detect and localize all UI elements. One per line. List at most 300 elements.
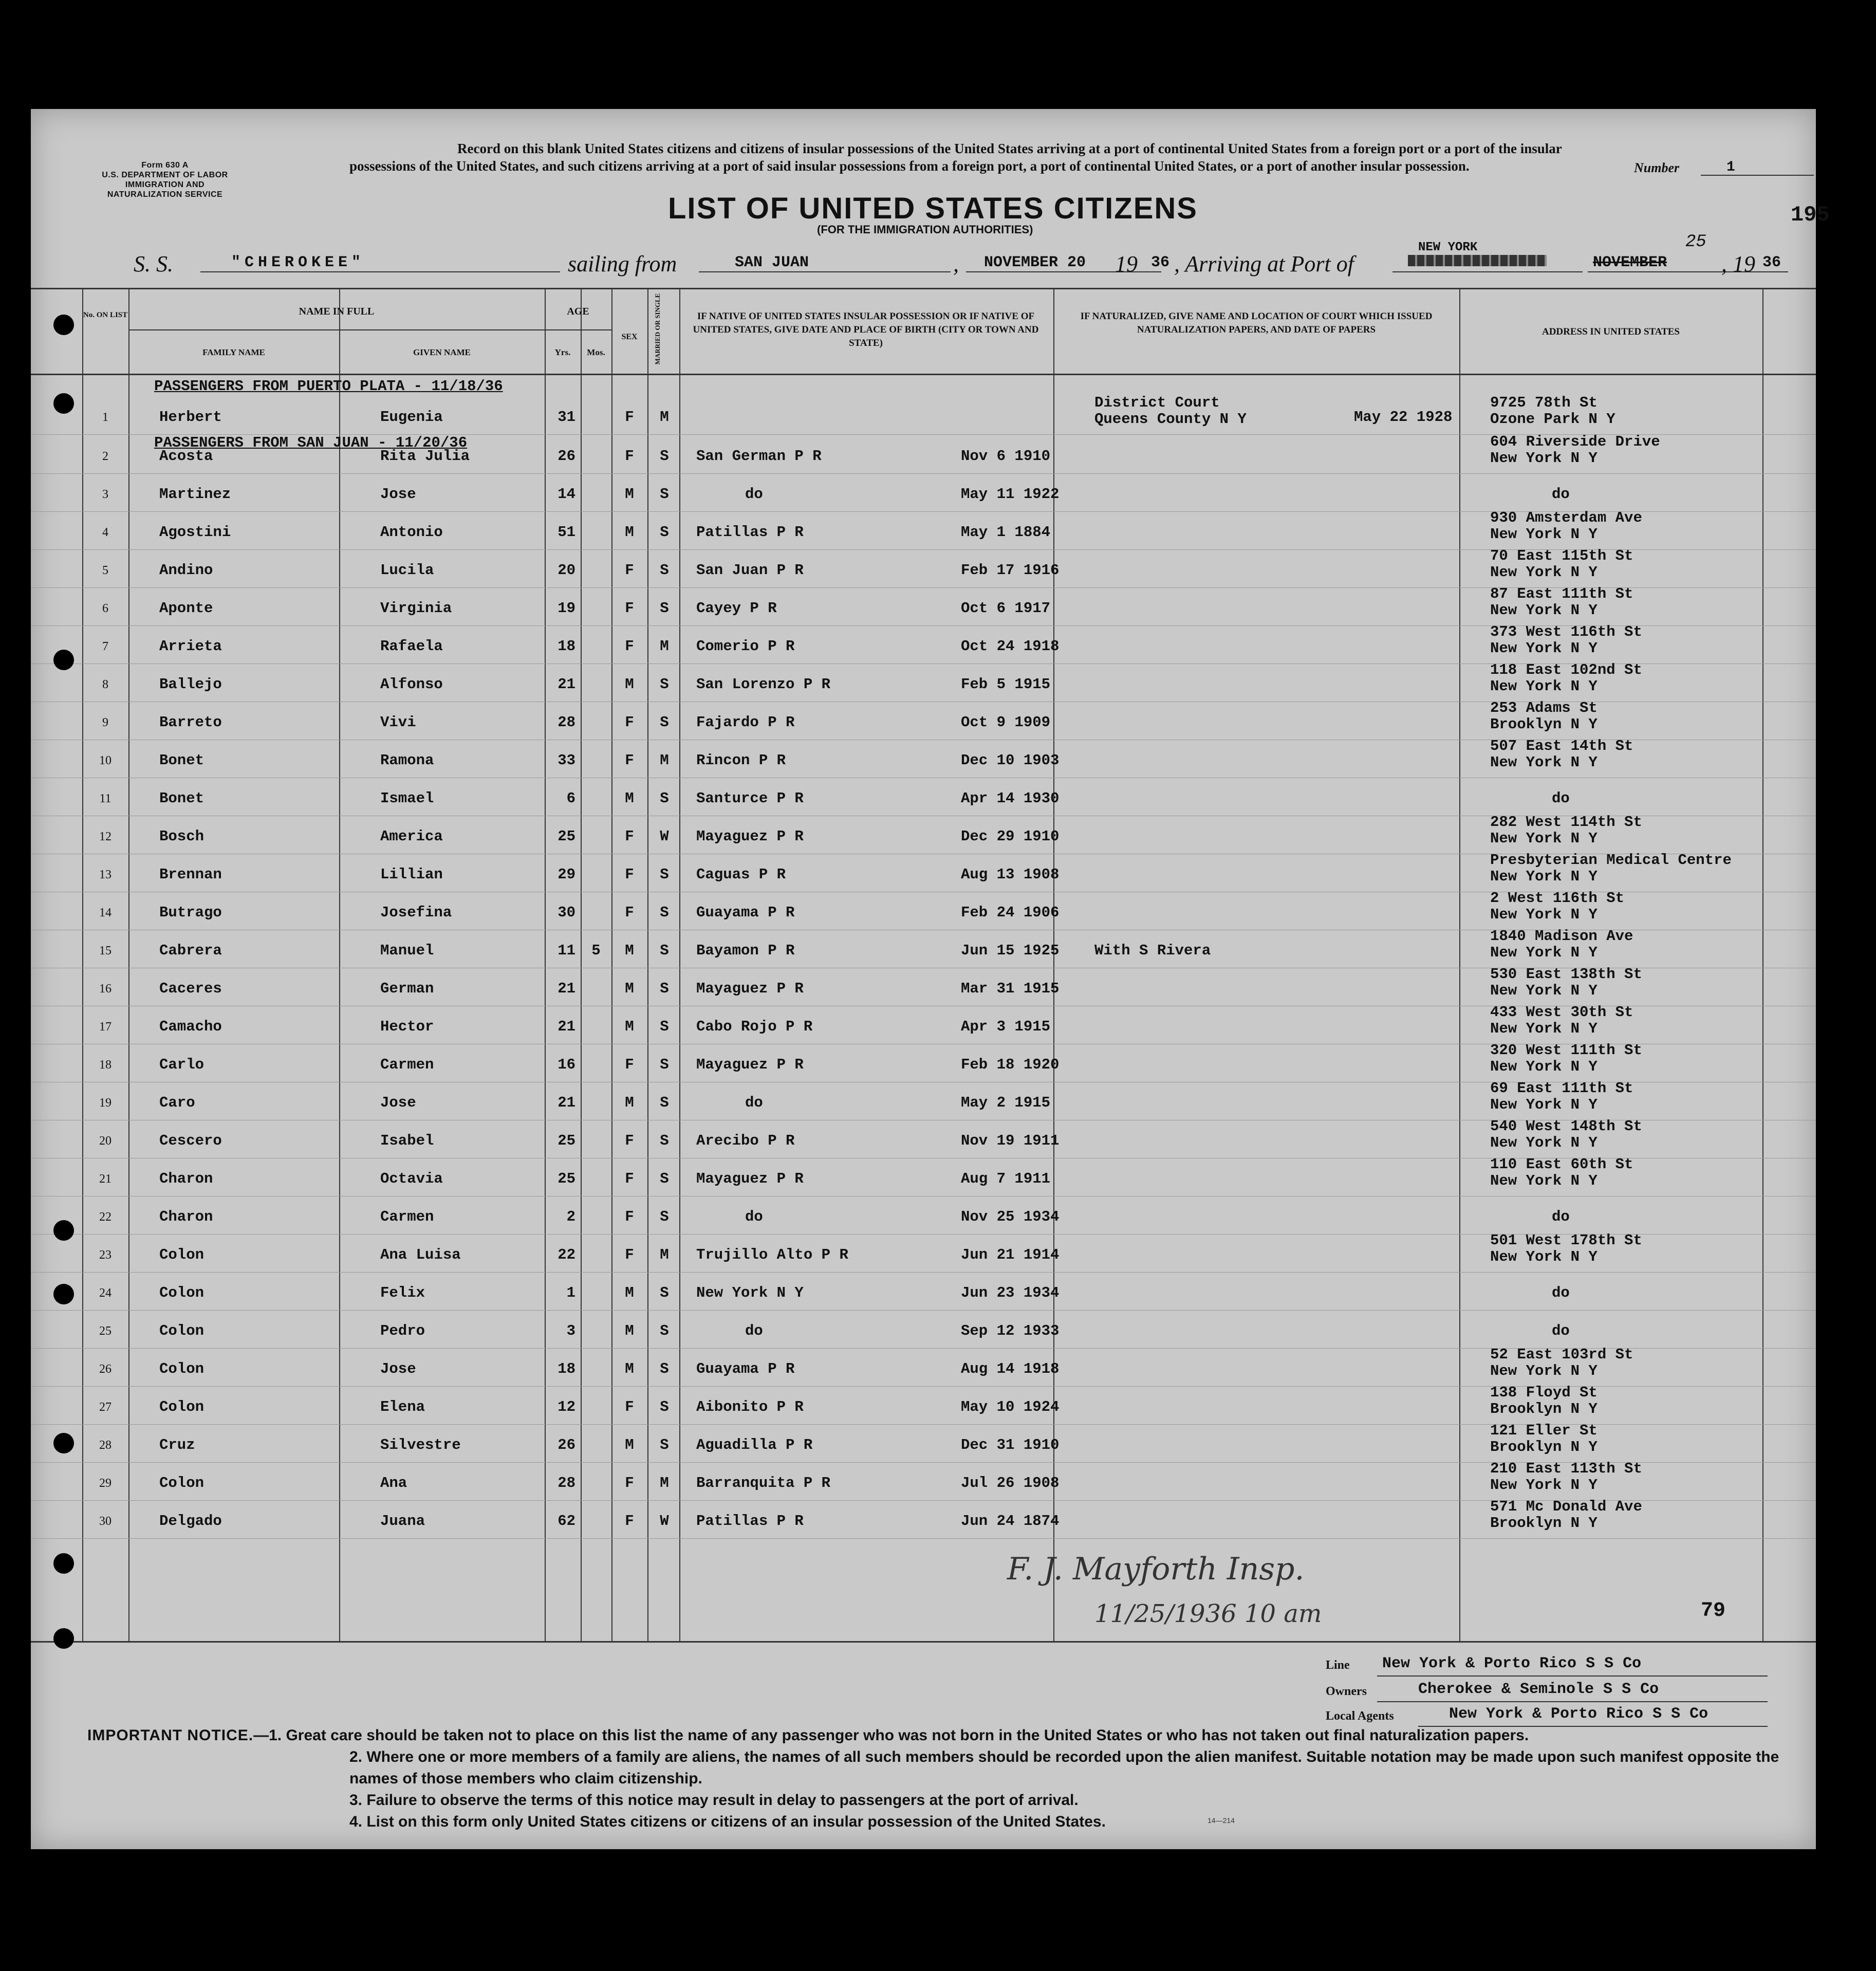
marital-status: S	[660, 1322, 669, 1339]
address-line-2: New York N Y	[1490, 602, 1598, 619]
marital-status: S	[660, 448, 669, 465]
address-line-2: New York N Y	[1490, 564, 1598, 581]
family-name: Agostini	[159, 524, 231, 541]
address-line-1: 530 East 138th St	[1490, 966, 1642, 983]
row-number: 8	[102, 678, 108, 691]
age-years: 26	[558, 1436, 575, 1453]
naturalization-date: May 22 1928	[1354, 409, 1453, 426]
family-name: Barreto	[159, 714, 222, 731]
given-name: Josefina	[380, 904, 452, 921]
family-name: Colon	[159, 1360, 205, 1377]
address-line-1: do	[1552, 1284, 1570, 1301]
row-number: 6	[102, 602, 108, 615]
age-years: 25	[558, 1170, 575, 1187]
notice-label: IMPORTANT NOTICE.	[87, 1727, 254, 1744]
row-number: 16	[99, 982, 112, 996]
row-number: 27	[99, 1401, 112, 1414]
sail-date: NOVEMBER 20	[984, 254, 1086, 271]
birth-date: Aug 14 1918	[961, 1360, 1060, 1377]
address-line-2: Ozone Park N Y	[1490, 411, 1615, 428]
address-line-2: New York N Y	[1490, 526, 1598, 543]
header-address: ADDRESS IN UNITED STATES	[1541, 326, 1680, 337]
age-years: 18	[558, 638, 575, 655]
address-line-2: New York N Y	[1490, 678, 1598, 695]
birth-place: Rincon P R	[696, 752, 786, 769]
address-line-2: Brooklyn N Y	[1490, 1401, 1598, 1417]
birth-date: Apr 14 1930	[961, 790, 1060, 807]
sex: M	[625, 1322, 634, 1339]
address-line-1: 210 East 113th St	[1490, 1460, 1642, 1477]
row-number: 4	[102, 526, 108, 539]
given-name: Rita Julia	[380, 448, 470, 465]
given-name: Octavia	[380, 1170, 443, 1187]
row-rule	[31, 1310, 1816, 1311]
age-years: 28	[558, 714, 575, 731]
row-rule	[31, 1272, 1816, 1273]
age-years: 11	[558, 942, 575, 959]
row-number: 9	[102, 716, 108, 729]
birth-place: Aguadilla P R	[696, 1436, 813, 1453]
row-number: 19	[99, 1096, 112, 1110]
family-name: Butrago	[159, 904, 222, 921]
row-number: 21	[99, 1172, 112, 1186]
sex: F	[625, 1170, 634, 1187]
age-years: 20	[558, 562, 575, 579]
marital-status: S	[660, 1360, 669, 1377]
row-number: 5	[102, 564, 108, 577]
header-naturalized: IF NATURALIZED, GIVE NAME AND LOCATION OF COURT WHICH ISSUED NATURALIZATION PAPERS, AND DATE OF PAPERS	[1080, 311, 1433, 335]
birth-date: Nov 25 1934	[961, 1208, 1060, 1225]
address-line-1: do	[1552, 486, 1570, 503]
address-line-1: 930 Amsterdam Ave	[1490, 509, 1642, 526]
birth-date: May 11 1922	[961, 486, 1060, 503]
sex: M	[625, 790, 634, 807]
birth-place: Aibonito P R	[696, 1398, 804, 1415]
page-title: LIST OF UNITED STATES CITIZENS	[668, 192, 1198, 225]
sex: M	[625, 1360, 634, 1377]
marital-status: S	[660, 904, 669, 921]
sailing-label: sailing from	[568, 251, 677, 277]
passenger-table	[31, 288, 1816, 1643]
header-mos: Mos.	[587, 347, 605, 357]
given-name: Manuel	[380, 942, 434, 959]
age-years: 21	[558, 1094, 575, 1111]
arrival-date: NOVEMBER	[1593, 254, 1667, 271]
row-number: 17	[99, 1020, 112, 1034]
row-number: 30	[99, 1515, 112, 1528]
arrival-port: NEW YORK	[1418, 241, 1478, 254]
age-years: 62	[558, 1513, 575, 1530]
birth-date: Jun 23 1934	[961, 1284, 1060, 1301]
sex: M	[625, 1284, 634, 1301]
arriving-label: , Arriving at Port of	[1174, 251, 1354, 277]
birth-place: Cayey P R	[696, 600, 777, 617]
sex: M	[625, 1436, 634, 1453]
address-line-1: 571 Mc Donald Ave	[1490, 1498, 1642, 1515]
age-years: 3	[566, 1322, 575, 1339]
birth-date: May 10 1924	[961, 1398, 1060, 1415]
birth-date: Feb 18 1920	[961, 1056, 1060, 1073]
birth-date: Dec 29 1910	[961, 828, 1060, 845]
birth-place: New York N Y	[696, 1284, 804, 1301]
sex: F	[625, 752, 634, 769]
row-number: 24	[99, 1286, 112, 1300]
year-prefix: 19	[1115, 251, 1138, 277]
given-name: Antonio	[380, 524, 443, 541]
row-rule	[31, 1538, 1816, 1539]
struck-out-port	[1408, 255, 1547, 266]
birth-place: Comerio P R	[696, 638, 795, 655]
marital-status: M	[660, 409, 669, 426]
sail-year: 36	[1151, 254, 1170, 271]
age-years: 51	[558, 524, 575, 541]
given-name: Ana	[380, 1475, 407, 1491]
given-name: Vivi	[380, 714, 416, 731]
given-name: German	[380, 980, 434, 997]
birth-place: do	[745, 1208, 763, 1225]
marital-status: M	[660, 1475, 669, 1491]
birth-place: Mayaguez P R	[696, 1170, 804, 1187]
given-name: Felix	[380, 1284, 425, 1301]
important-notice	[87, 1725, 1804, 1833]
marital-status: S	[660, 1208, 669, 1225]
family-name: Bosch	[159, 828, 205, 845]
naturalization-location: Queens County N Y	[1094, 411, 1247, 428]
given-name: Ana Luisa	[380, 1246, 461, 1263]
family-name: Colon	[159, 1398, 205, 1415]
address-line-2: New York N Y	[1490, 450, 1598, 467]
signature-date: 11/25/1936 10 am	[1094, 1599, 1322, 1628]
address-line-1: 540 West 148th St	[1490, 1118, 1642, 1135]
given-name: Hector	[380, 1018, 434, 1035]
sex: F	[625, 904, 634, 921]
given-name: Juana	[380, 1513, 425, 1530]
address-line-1: do	[1552, 1208, 1570, 1225]
family-name: Cescero	[159, 1132, 222, 1149]
birth-date: Jul 26 1908	[961, 1475, 1060, 1491]
row-number: 14	[99, 906, 112, 919]
number-value: 1	[1726, 159, 1735, 175]
sex: M	[625, 486, 634, 503]
sex: F	[625, 448, 634, 465]
punch-hole	[53, 650, 74, 670]
row-number: 23	[99, 1248, 112, 1262]
age-years: 33	[558, 752, 575, 769]
birth-date: Jun 21 1914	[961, 1246, 1060, 1263]
sex: F	[625, 714, 634, 731]
birth-date: Apr 3 1915	[961, 1018, 1051, 1035]
birth-place: Fajardo P R	[696, 714, 795, 731]
age-years: 21	[558, 1018, 575, 1035]
marital-status: S	[660, 1284, 669, 1301]
marital-status: S	[660, 866, 669, 883]
sex: F	[625, 1132, 634, 1149]
given-name: Jose	[380, 486, 416, 503]
address-line-2: New York N Y	[1490, 868, 1598, 885]
family-name: Andino	[159, 562, 213, 579]
notice-1: —1. Great care should be taken not to place on this list the name of any passenger who was not born in the United States or who has not taken out final naturalization papers.	[253, 1727, 1529, 1744]
address-line-1: 69 East 111th St	[1490, 1080, 1633, 1097]
address-line-1: 507 East 14th St	[1490, 738, 1633, 754]
row-number: 15	[99, 944, 112, 957]
birth-place: Trujillo Alto P R	[696, 1246, 848, 1263]
address-line-2: New York N Y	[1490, 1362, 1598, 1379]
arrival-day: 25	[1685, 232, 1706, 252]
naturalization-court: District Court	[1094, 394, 1220, 411]
birth-place: Santurce P R	[696, 790, 804, 807]
birth-date: Oct 9 1909	[961, 714, 1051, 731]
age-years: 12	[558, 1398, 575, 1415]
marital-status: M	[660, 638, 669, 655]
birth-date: Dec 10 1903	[961, 752, 1060, 769]
birth-place: Guayama P R	[696, 1360, 795, 1377]
page-stamp: 79	[1701, 1599, 1726, 1623]
age-years: 26	[558, 448, 575, 465]
family-name: Bonet	[159, 752, 205, 769]
birth-date: Oct 6 1917	[961, 600, 1051, 617]
row-number: 10	[99, 754, 112, 767]
birth-date: Dec 31 1910	[961, 1436, 1060, 1453]
family-name: Aponte	[159, 600, 213, 617]
given-name: America	[380, 828, 443, 845]
given-name: Silvestre	[380, 1436, 461, 1453]
address-line-2: New York N Y	[1490, 754, 1598, 771]
birth-place: Mayaguez P R	[696, 1056, 804, 1073]
given-name: Rafaela	[380, 638, 443, 655]
row-number: 2	[102, 450, 108, 463]
marital-status: S	[660, 1018, 669, 1035]
address-line-2: New York N Y	[1490, 906, 1598, 923]
family-name: Colon	[159, 1284, 205, 1301]
punch-hole	[53, 1553, 74, 1574]
row-rule	[31, 473, 1816, 474]
address-line-2: New York N Y	[1490, 1248, 1598, 1265]
given-name: Ismael	[380, 790, 434, 807]
family-name: Charon	[159, 1170, 213, 1187]
birth-place: San German P R	[696, 448, 822, 465]
age-months: 5	[591, 942, 601, 959]
punch-hole	[53, 1628, 74, 1649]
birth-place: do	[745, 1322, 763, 1339]
birth-place: Mayaguez P R	[696, 980, 804, 997]
given-name: Carmen	[380, 1208, 434, 1225]
address-line-2: New York N Y	[1490, 944, 1598, 961]
sex: M	[625, 524, 634, 541]
birth-date: Nov 6 1910	[961, 448, 1051, 465]
birth-date: Jun 15 1925	[961, 942, 1060, 959]
sex: F	[625, 1246, 634, 1263]
age-years: 21	[558, 676, 575, 693]
address-line-2: New York N Y	[1490, 1096, 1598, 1113]
address-line-1: Presbyterian Medical Centre	[1490, 852, 1732, 869]
birth-place: Barranquita P R	[696, 1475, 831, 1491]
owners-label: Owners	[1326, 1685, 1367, 1698]
birth-place: do	[745, 486, 763, 503]
row-number: 29	[99, 1477, 112, 1490]
marital-status: S	[660, 600, 669, 617]
given-name: Isabel	[380, 1132, 434, 1149]
age-years: 29	[558, 866, 575, 883]
marital-status: W	[660, 828, 669, 845]
ss-label: S. S.	[134, 251, 173, 277]
age-years: 22	[558, 1246, 575, 1263]
sex: F	[625, 409, 634, 426]
family-name: Colon	[159, 1475, 205, 1491]
family-name: Carlo	[159, 1056, 205, 1073]
row-number: 13	[99, 868, 112, 881]
given-name: Alfonso	[380, 676, 443, 693]
row-number: 3	[102, 488, 108, 501]
birth-place: San Lorenzo P R	[696, 676, 831, 693]
punch-hole	[53, 1433, 74, 1453]
address-line-1: 282 West 114th St	[1490, 814, 1642, 831]
row-number: 28	[99, 1439, 112, 1452]
page-number: 195	[1791, 202, 1830, 227]
address-line-1: 138 Floyd St	[1490, 1384, 1598, 1401]
family-name: Brennan	[159, 866, 222, 883]
marital-status: S	[660, 1094, 669, 1111]
address-line-1: 253 Adams St	[1490, 699, 1598, 716]
address-line-1: 433 West 30th St	[1490, 1004, 1633, 1021]
marital-status: S	[660, 980, 669, 997]
line-label: Line	[1326, 1659, 1350, 1672]
birth-place: Patillas P R	[696, 1513, 804, 1530]
row-number: 18	[99, 1058, 112, 1072]
row-number: 12	[99, 830, 112, 843]
record-notice: Record on this blank United States citizens and citizens of insular possessions of the United States arriving at a port of continental United States from a foreign port or a port of the insular possessions of the United States, and such citizens arriving at a port of said insular possessions from a foreign port, a port of continental United States, or a port of another insular possession.	[349, 141, 1562, 174]
number-underline	[1701, 175, 1814, 176]
age-years: 6	[566, 790, 575, 807]
address-line-1: do	[1552, 790, 1570, 807]
family-name: Camacho	[159, 1018, 222, 1035]
family-name: Cabrera	[159, 942, 222, 959]
birth-date: Oct 24 1918	[961, 638, 1060, 655]
given-name: Carmen	[380, 1056, 434, 1073]
punch-hole	[53, 393, 74, 414]
header-family: FAMILY NAME	[202, 347, 265, 357]
birth-place: do	[745, 1094, 763, 1111]
address-line-2: New York N Y	[1490, 1477, 1598, 1494]
family-name: Colon	[159, 1246, 205, 1263]
address-line-1: 320 West 111th St	[1490, 1042, 1642, 1059]
birth-place: Cabo Rojo P R	[696, 1018, 813, 1035]
header-name: NAME IN FULL	[299, 306, 375, 317]
address-line-1: 87 East 111th St	[1490, 585, 1633, 602]
marital-status: S	[660, 942, 669, 959]
sex: M	[625, 676, 634, 693]
address-line-2: New York N Y	[1490, 1134, 1598, 1151]
sex: F	[625, 562, 634, 579]
birth-date: Mar 31 1915	[961, 980, 1060, 997]
birth-date: May 1 1884	[961, 524, 1051, 541]
marital-status: S	[660, 1436, 669, 1453]
sex: F	[625, 1208, 634, 1225]
age-years: 16	[558, 1056, 575, 1073]
given-name: Lillian	[380, 866, 443, 883]
marital-status: S	[660, 562, 669, 579]
birth-date: May 2 1915	[961, 1094, 1051, 1111]
birth-date: Feb 24 1906	[961, 904, 1060, 921]
marital-status: S	[660, 790, 669, 807]
section-puerto-plata: PASSENGERS FROM PUERTO PLATA - 11/18/36	[154, 378, 503, 395]
family-name: Bonet	[159, 790, 205, 807]
address-line-2: New York N Y	[1490, 1058, 1598, 1075]
birth-date: Feb 17 1916	[961, 562, 1060, 579]
family-name: Arrieta	[159, 638, 222, 655]
marital-status: S	[660, 676, 669, 693]
age-years: 25	[558, 828, 575, 845]
address-line-2: New York N Y	[1490, 830, 1598, 847]
age-years: 18	[558, 1360, 575, 1377]
birth-date: Aug 7 1911	[961, 1170, 1051, 1187]
address-line-1: 9725 78th St	[1490, 394, 1598, 411]
family-name: Acosta	[159, 448, 213, 465]
row-number: 1	[102, 411, 108, 424]
given-name: Jose	[380, 1360, 416, 1377]
form-code: 14—214	[1208, 1816, 1235, 1825]
age-years: 28	[558, 1475, 575, 1491]
address-line-2: Brooklyn N Y	[1490, 1515, 1598, 1532]
from-port: SAN JUAN	[735, 254, 809, 271]
address-line-2: New York N Y	[1490, 640, 1598, 657]
notice-3: 3. Failure to observe the terms of this notice may result in delay to passengers at the port of arrival.	[349, 1792, 1079, 1809]
agents-label: Local Agents	[1326, 1709, 1394, 1723]
address-line-1: 118 East 102nd St	[1490, 661, 1642, 678]
sex: F	[625, 600, 634, 617]
number-label: Number	[1634, 160, 1680, 175]
birth-place: Guayama P R	[696, 904, 795, 921]
address-line-2: Brooklyn N Y	[1490, 1439, 1598, 1456]
birth-date: Jun 24 1874	[961, 1513, 1060, 1530]
sex: M	[625, 942, 634, 959]
birth-date: Nov 19 1911	[961, 1132, 1060, 1149]
naturalization-court: With S Rivera	[1094, 942, 1211, 959]
sex: F	[625, 866, 634, 883]
row-number: 25	[99, 1324, 112, 1338]
marital-status: S	[660, 1056, 669, 1073]
marital-status: S	[660, 1132, 669, 1149]
manifest-page: Form 630 A U.S. DEPARTMENT OF LABOR IMMIGRATION AND NATURALIZATION SERVICE Record on this blank United States citizens and citizens of insular possessions of the United States arriving at a port of continental United States from a foreign port or a port of the insular possessions of the United States, and such citizens arriving at a port of said insular possessions from a foreign port, a port of continental United States, or a port of another insular possession. Number 1 195 LIST OF UNITED STATES CITIZENS (FOR THE IMMIGRATION AUTHORITIES) S. S. "CHEROKEE" sailing from SAN JUAN , NOVEMBER 20 19 36 , Arriving at Port of NEW YORK NOVEMBER 25 , 19 36 No. ON LIST NAME IN FULL FAMILY NAME GIVEN NAME AGE Yrs. Mos. SEX MARRIED OR SINGLE IF NATIVE OF UNITED STATES INSULAR POSSESSION OR IF NATIVE OF UNITED STATES, GIVE DATE AND PLACE OF BIRTH (CITY OR TOWN AND STATE) IF NATURALIZED, GIVE NAME AND LOCATION OF COURT WHICH ISSUED NATURALIZATION PAPERS, AND DATE OF PAPERS ADDRESS IN UNITED STATES PASSENGERS FROM PUERTO PLATA - 11/18/36 PASSENGERS FROM SAN JUAN - 11/20/36 1 Herbert Eugenia 31 F M District Court Queens County N Y May 22 1928 9725 78th St Ozone Park N Y 2 Acosta Rita Julia 26 F S San German P R Nov 6 1910 604 Riverside Drive New York N Y 3 Martinez Jose 14 M S do May 11 1922 do 4 Agostini Antonio 51 M S Patillas P R May 1 1884 930 Amsterdam Ave New York N Y 5 Andino Lucila 20 F S San Juan P R Feb 17 1916 70 East 115th St New York N Y 6 Aponte Virginia 19 F S Cayey P R Oct 6 1917 87 East 111th St New York N Y 7 Arrieta Rafaela 18 F M Comerio P R Oct 24 1918 373 West 116th St New York N Y 8 Ballejo Alfonso 21 M S San Lorenzo P R Feb 5 1915 118 East 102nd St New York N Y 9 Barreto Vivi 28 F S Fajardo P R Oct 9 1909 253 Adams St Brooklyn N Y 10 Bonet Ramona 33 F M Rincon P R Dec 10 1903 507 East 14th St New York N Y 11 Bonet Ismael 6 M S Santurce P R Apr 14 1930 do 12 Bosch America 25 F W Mayaguez P R Dec 29 1910 282 West 114th St New York N Y 13 Brennan Lillian 29 F S Caguas P R Aug 13 1908 Presbyterian Medical Centre New York N Y 14 Butrago Josefina 30 F S Guayama P R Feb 24 1906 2 West 116th St New York N Y 15 Cabrera Manuel 11 5 M S Bayamon P R Jun 15 1925 With S Rivera 1840 Madison Ave New York N Y 16 Caceres German 21 M S Mayaguez P R Mar 31 1915 530 East 138th St New York N Y 17 Camacho Hector 21 M S Cabo Rojo P R Apr 3 1915 433 West 30th St New York N Y 18 Carlo Carmen 16 F S Mayaguez P R Feb 18 1920 320 West 111th St New York N Y 19 Caro Jose 21 M S do May 2 1915 69 East 111th St New York N Y 20 Cescero Isabel 25 F S Arecibo P R Nov 19 1911 540 West 148th St New York N Y 21 Charon Octavia 25 F S Mayaguez P R Aug 7 1911 110 East 60th St New York N Y 22 Charon Carmen 2 F S do Nov 25 1934 do 23 Colon Ana Luisa 22 F M Trujillo Alto P R Jun 21 1914 501 West 178th St New York N Y 24 Colon Felix 1 M S New York N Y Jun 23 1934 do 25 Colon Pedro 3 M S do Sep 12 1933 do 26 Colon Jose 18 M S Guayama P R Aug 14 1918 52 East 103rd St New York N Y 27 Colon Elena 12 F S Aibonito P R May 10 1924 138 Floyd St Brooklyn N Y 28 Cruz Silvestre 26 M S Aguadilla P R Dec 31 1910 121 Eller St Brooklyn N Y 29 Colon Ana 28 F M Barranquita P R Jul 26 1908 210 East 113th St New York N Y 30 Delgado Juana 62 F W Patillas P R Jun 24 1874 571 Mc Donald Ave Brooklyn N Y F. J. Mayforth Insp. 11/25/1936 10 am 79 Line New York & Porto Rico S S Co Owners Cherokee & Seminole S S Co Local Agents New York & Porto Rico S S Co IMPORTANT NOTICE.—1. Great care should be taken not to place on this list the name of any passenger who was not born in the United States or who has not taken out final naturalization papers. 2. Where one or more members of a family are aliens, the names of all such members should be recorded upon the alien manifest. Suitable notation may be made upon such manifest opposite the names of those members who claim citizenship. 3. Failure to observe the terms of this notice may result in delay to passengers at the port of arrival. 4. List on this form only United States citizens or citizens of an insular possession of the United States. 14—214	[31, 109, 1816, 1849]
inspector-signature: F. J. Mayforth Insp.	[1007, 1551, 1305, 1587]
row-number: 22	[99, 1210, 112, 1224]
birth-place: Bayamon P R	[696, 942, 795, 959]
header-age: AGE	[567, 306, 589, 317]
birth-date: Feb 5 1915	[961, 676, 1051, 693]
family-name: Delgado	[159, 1513, 222, 1530]
family-name: Ballejo	[159, 676, 222, 693]
address-line-1: 70 East 115th St	[1490, 547, 1633, 564]
marital-status: W	[660, 1513, 669, 1530]
sex: F	[625, 1398, 634, 1415]
header-sex: SEX	[621, 333, 638, 341]
arrival-year-prefix: , 19	[1721, 251, 1755, 277]
address-line-2: New York N Y	[1490, 982, 1598, 999]
ship-name: "CHEROKEE"	[231, 254, 365, 271]
header-birth: IF NATIVE OF UNITED STATES INSULAR POSSESSION OR IF NATIVE OF UNITED STATES, GIVE DATE AND PLACE OF BIRTH (CITY OR TOWN AND STATE)	[693, 311, 1039, 348]
given-name: Virginia	[380, 600, 452, 617]
birth-place: San Juan P R	[696, 562, 804, 579]
address-line-1: 2 West 116th St	[1490, 890, 1625, 907]
birth-place: Caguas P R	[696, 866, 786, 883]
family-name: Caceres	[159, 980, 222, 997]
row-number: 7	[102, 640, 108, 653]
punch-hole	[53, 1284, 74, 1304]
given-name: Elena	[380, 1398, 425, 1415]
age-years: 2	[566, 1208, 575, 1225]
birth-place: Arecibo P R	[696, 1132, 795, 1149]
family-name: Martinez	[159, 486, 231, 503]
address-line-2: New York N Y	[1490, 1020, 1598, 1037]
